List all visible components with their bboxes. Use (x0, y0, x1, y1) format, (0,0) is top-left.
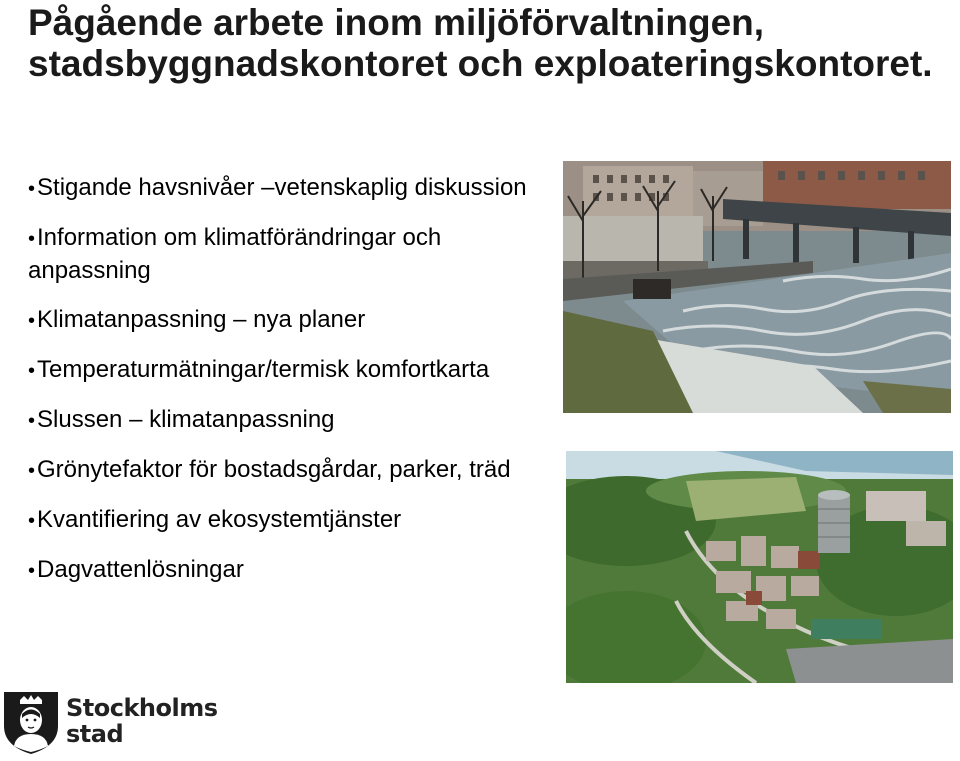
bullet-dot: • (28, 228, 36, 250)
bullet-item (28, 554, 548, 587)
bullet-text: Information om klimatförändringar och anpassning (28, 224, 442, 284)
bullet-text: Stigande havsnivåer –vetenskaplig diskussion (37, 174, 527, 201)
bullet-text: Grönytefaktor för bostadsgårdar, parker, träd (37, 456, 511, 483)
aerial-photo-image (566, 451, 953, 683)
bullet-text: Dagvattenlösningar (37, 556, 244, 583)
bullet-item (28, 222, 548, 287)
logo-line1: Stockholms (66, 694, 218, 722)
bullet-list (28, 172, 548, 604)
bullet-item (28, 454, 548, 487)
bullet-item (28, 504, 548, 537)
slide-title: Pågående arbete inom miljöförvaltningen, stadsbyggnadskontoret och exploateringskontoret. (28, 2, 933, 84)
bullet-text: Slussen – klimatanpassning (37, 406, 335, 433)
bullet-text: Temperaturmätningar/termisk komfortkarta (37, 356, 490, 383)
bullet-text: Klimatanpassning – nya planer (37, 306, 366, 333)
bullet-dot: • (28, 410, 36, 432)
bullet-dot: • (28, 178, 36, 200)
bullet-item (28, 304, 548, 337)
shield-crest-icon (2, 690, 60, 756)
bullet-dot: • (28, 360, 36, 382)
bullet-dot: • (28, 560, 36, 582)
flood-photo (563, 161, 951, 413)
bullet-dot: • (28, 510, 36, 532)
bullet-dot: • (28, 460, 36, 482)
flood-photo-image (563, 161, 951, 413)
bullet-item (28, 172, 548, 205)
stockholms-stad-logo (2, 690, 218, 756)
aerial-photo (566, 451, 953, 683)
bullet-item (28, 404, 548, 437)
logo-wordmark (66, 695, 218, 747)
bullet-item (28, 354, 548, 387)
logo-line2: stad (66, 720, 124, 748)
bullet-text: Kvantifiering av ekosystemtjänster (37, 506, 402, 533)
bullet-dot: • (28, 310, 36, 332)
